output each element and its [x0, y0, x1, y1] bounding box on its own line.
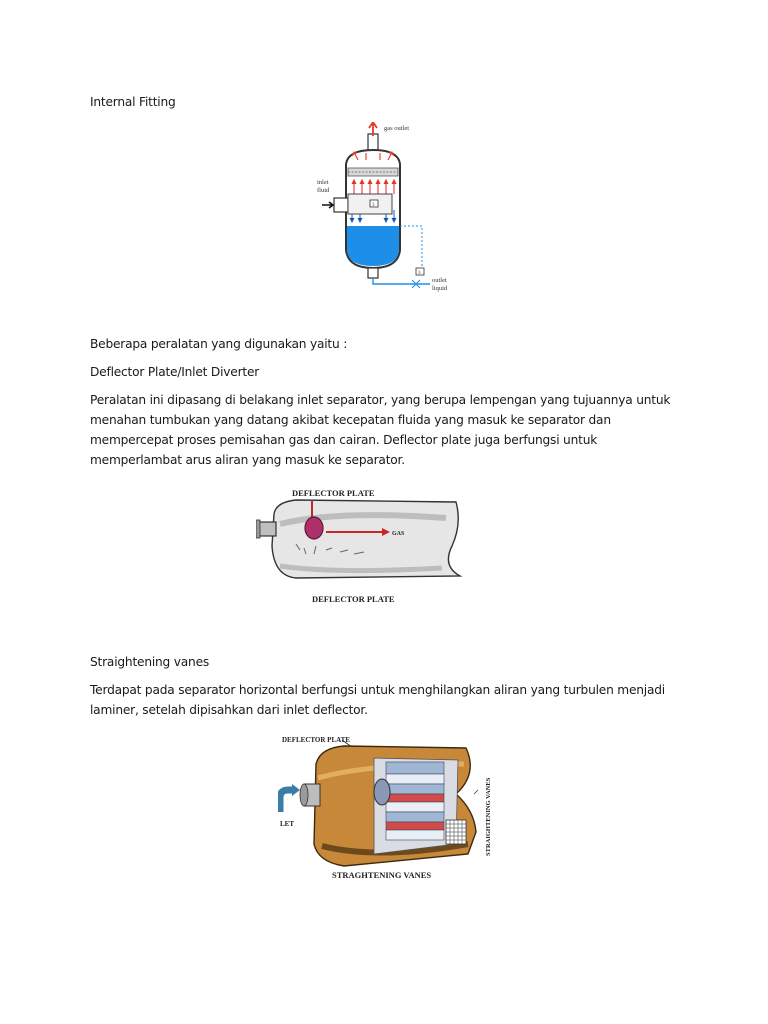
section-body-deflector: Peralatan ini dipasang di belakang inlet separator, yang berupa lempengan yang tujuannya untuk menahan tumbukan yang datang akibat kecepatan fluida yang masuk ke separator dan mempercepat proses pemisahan gas dan cairan. Deflector plate juga berfungsi untuk memperlambat arus aliran yang masuk ke separator. [90, 393, 671, 467]
deflector-caption: DEFLECTOR PLATE [312, 594, 395, 604]
deflector-plate-diagram [256, 484, 468, 608]
deflector-disc [374, 779, 390, 805]
inlet-label-1: inlet [317, 179, 329, 186]
valve-tag: 3 [418, 271, 421, 276]
section-title-deflector: Deflector Plate/Inlet Diverter [90, 365, 260, 379]
level-control-line [400, 226, 422, 272]
vanes-top-label: DEFLECTOR PLATE [282, 736, 351, 744]
vane-pack [386, 762, 444, 840]
inlet-arrow [322, 202, 333, 208]
vanes-side-label: STRAIGHTENING VANES [485, 777, 492, 856]
intro-text: Beberapa peralatan yang digunakan yaitu : [90, 337, 348, 351]
gas-outlet-label: gas outlet [384, 125, 410, 132]
inlet-label-2: fluid [317, 187, 330, 194]
inlet-nozzle [334, 198, 348, 212]
inlet-nozzle [258, 522, 276, 536]
deflector-disc [305, 517, 323, 539]
outlet-label-2: liquid [432, 285, 448, 292]
inlet-label: LET [280, 820, 295, 828]
liquid-level [347, 226, 399, 266]
outlet-label-1: outlet [432, 277, 447, 284]
heading-internal-fitting: Internal Fitting [90, 95, 176, 109]
vanes-caption: STRAGHTENING VANES [332, 870, 432, 880]
inlet-arrow [280, 790, 294, 812]
liquid-outlet-line [373, 278, 430, 284]
vertical-separator-diagram [312, 122, 462, 294]
section-body-vanes: Terdapat pada separator horizontal berfungsi untuk menghilangkan aliran yang turbulen menjadi laminer, setelah dipisahkan dari inlet deflector. [90, 683, 665, 717]
gas-label: GAS [392, 531, 405, 537]
deflector-top-label: DEFLECTOR PLATE [292, 488, 375, 498]
section-title-vanes: Straightening vanes [90, 655, 210, 669]
diverter-tag: 3 [372, 203, 375, 208]
straightening-vanes-diagram [278, 734, 498, 884]
liquid-outlet-pipe [368, 268, 378, 278]
